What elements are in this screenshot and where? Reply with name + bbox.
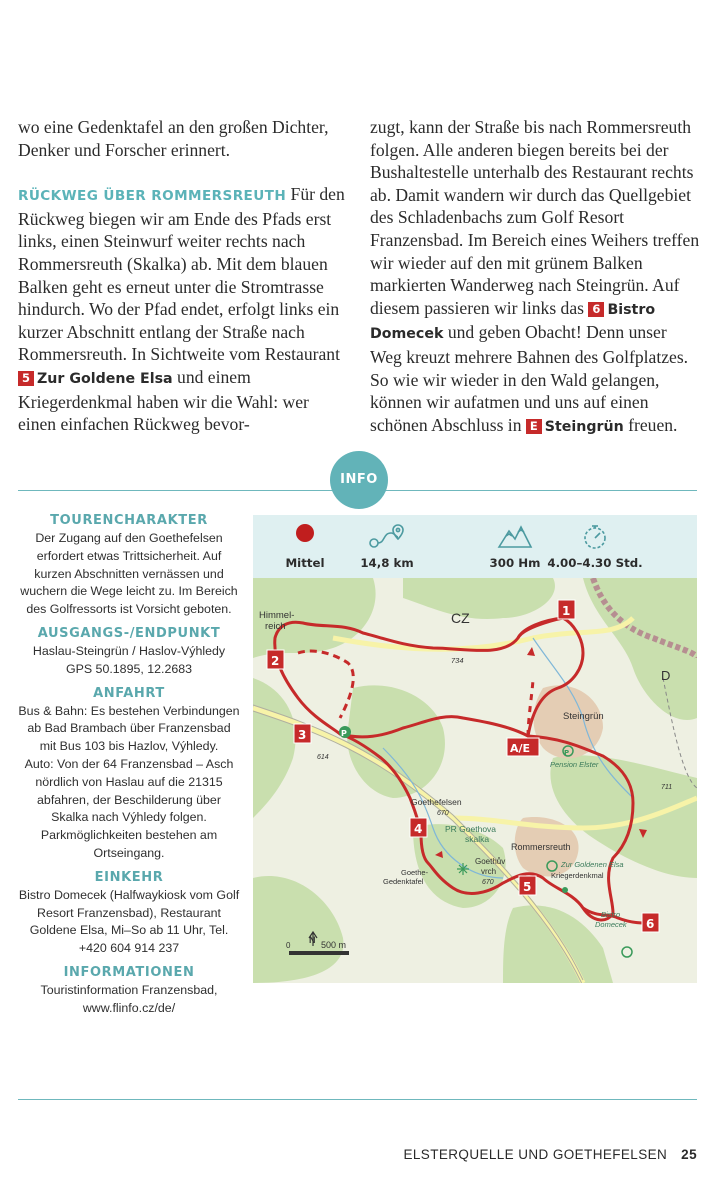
paragraph-rueckweg: [18, 183, 348, 436]
paragraph: [370, 116, 700, 438]
waypoint-badge-e: E: [526, 419, 542, 434]
waypoint-label: 2: [271, 654, 280, 668]
waypoint-label: 4: [414, 822, 423, 836]
map-label: Goethův: [475, 857, 506, 866]
tour-stats-bar: [253, 515, 697, 578]
parking-icon: P: [564, 749, 570, 757]
waypoint-label: A/E: [510, 742, 531, 755]
map-label: vrch: [481, 867, 497, 876]
map-label: CZ: [451, 610, 470, 626]
waypoint-badge-5: 5: [18, 371, 34, 386]
waypoint-label: 3: [298, 728, 307, 742]
map-label: 670: [482, 879, 494, 886]
running-title: ELSTERQUELLE UND GOETHEFELSEN: [403, 1147, 668, 1162]
heading-anfahrt: ANFAHRT: [93, 685, 165, 701]
place-name: Steingrün: [544, 418, 624, 435]
map-label: skalka: [465, 834, 490, 844]
right-text-column: [370, 116, 700, 438]
stat-duration: [535, 515, 655, 578]
map-label: 670: [437, 810, 449, 817]
route-distance-icon: [367, 523, 407, 554]
map-label: Kriegerdenkmal: [551, 871, 604, 880]
map-label: Pension Elster: [550, 760, 599, 769]
text-anfahrt-auto: Auto: Von der 64 Franzensbad – Asch nördlich von Haslau auf die 21315 abfahren, der Beschilderung über Skalka nach Výhledy folgen. Parkmöglichkeiten bestehen am Ortseingang.: [24, 756, 234, 860]
waypoint-badge-6: 6: [588, 302, 604, 317]
heading-ausgangspunkt: AUSGANGS-/ENDPUNKT: [37, 625, 221, 641]
link-website[interactable]: www.flinfo.cz/de/: [82, 1000, 176, 1015]
map-label: reich: [265, 621, 286, 632]
map-label: Rommersreuth: [511, 842, 571, 852]
stat-value: 4.00–4.30 Std.: [547, 556, 643, 570]
place-name: Bistro Domecek: [370, 301, 656, 343]
stat-value: 14,8 km: [360, 556, 414, 570]
waypoint-label: 5: [523, 880, 532, 894]
waypoint-label: 1: [562, 604, 571, 618]
text: zugt, kann der Straße bis nach Rommersreuth folgen. Alle anderen biegen bereits bei der Bushaltestelle unterhalb des Restaurant rechts ab. Damit wandern wir durch das Quellgebiet des Schladenbachs zum Golf Resort Franzensbad. Im Bereich eines Weihers treffen wir wieder auf den mit grünem Balken markierten Wanderweg nach Steingrün. Auf diesem passieren wir links das: [370, 117, 700, 318]
map-label: PR Goethova: [445, 824, 497, 834]
text-einkehr: Bistro Domecek (Halfwaykiosk vom Golf Resort Franzensbad), Restaurant Goldene Elsa, Mi–So ab 11 Uhr, Tel. +420 604 914 237: [18, 887, 240, 956]
map-label: Goethe-: [401, 868, 429, 877]
text-tourencharakter: Der Zugang auf den Goethefelsen erfordert etwas Trittsicherheit. Auf kurzen Abschnitten vernässen und wuchern die Wege leicht zu. Im Bereich des Golfressorts ist Vorsicht geboten.: [20, 531, 238, 617]
map-label: Zur Goldenen Elsa: [561, 860, 624, 869]
bottom-divider: [18, 1099, 697, 1100]
map-label: Domecek: [595, 920, 627, 929]
left-text-column: [18, 116, 348, 436]
info-badge: INFO: [330, 451, 388, 509]
map-label: 614: [317, 754, 329, 761]
page-number: 25: [681, 1147, 697, 1162]
scale-zero: 0: [286, 941, 291, 950]
map-label: Goethefelsen: [411, 797, 462, 807]
text: Für den Rückweg biegen wir am Ende des Pfads erst links, einen Steinwurf weiter rechts nach Rommersreuth (Skalka) ab. Mit dem blauen Balken geht es erneut unter die Stromtrasse hindurch. Wo der Pfad endet, erfolgt links ein kurzer Abschnitt entlang der Straße nach Rommersreuth. In Sichtweite vom Restaurant: [18, 184, 345, 365]
map-label: D: [661, 668, 671, 683]
text-ausgangspunkt: Haslau-Steingrün / Haslov-Výhledy: [32, 643, 226, 658]
heading-tourencharakter: TOURENCHARAKTER: [50, 513, 208, 528]
map-label: Gedenktafel: [383, 877, 424, 886]
heading-einkehr: EINKEHR: [94, 869, 164, 885]
text: freuen.: [628, 414, 678, 435]
map-label: 734: [451, 656, 464, 665]
mountain-icon: [497, 523, 533, 552]
text-informationen: Touristinformation Franzensbad,: [40, 982, 218, 997]
map-label: Himmel-: [259, 610, 295, 621]
stat-value: Mittel: [285, 556, 325, 570]
heading-informationen: INFORMATIONEN: [63, 964, 195, 980]
text: und geben Obacht! Denn unser Weg kreuzt mehrere Bahnen des Golfplatzes. So wie wir wieder in den Wald gelangen, können wir aufatmen und uns auf einen schönen Abschluss in: [370, 322, 689, 435]
section-heading: RÜCKWEG ÜBER ROMMERSREUTH: [18, 188, 287, 205]
page-footer: [404, 1147, 698, 1162]
route-map[interactable]: [253, 578, 697, 983]
text-gps: GPS 50.1895, 12.2683: [65, 661, 193, 676]
north-label: N: [309, 935, 316, 945]
place-name: Zur Goldene Elsa: [37, 370, 173, 387]
parking-icon: P: [341, 729, 347, 738]
paragraph: wo eine Gedenktafel an den großen Dichter, Denker und Forscher erinnert.: [18, 117, 329, 160]
scale-label: 500 m: [321, 940, 347, 950]
map-label: Bistro: [601, 910, 621, 919]
map-canvas: [253, 578, 697, 983]
stopwatch-icon: [581, 523, 609, 554]
stat-value: 300 Hm: [489, 556, 541, 570]
map-label: Steingrün: [563, 711, 604, 722]
waypoint-label: 6: [646, 917, 655, 931]
text-anfahrt-bus: Bus & Bahn: Es bestehen Verbindungen ab Bad Brambach über Franzensbad mit Bus 103 bis Hazlov, Výhledy.: [18, 703, 240, 754]
info-sidebar: [18, 512, 240, 1018]
stat-distance: [337, 515, 437, 578]
map-label: 711: [661, 784, 673, 791]
difficulty-dot-icon: [295, 523, 315, 546]
text: und einem Kriegerdenkmal haben wir die Wahl: wer einen einfachen Rückweg bevor-: [18, 366, 309, 435]
